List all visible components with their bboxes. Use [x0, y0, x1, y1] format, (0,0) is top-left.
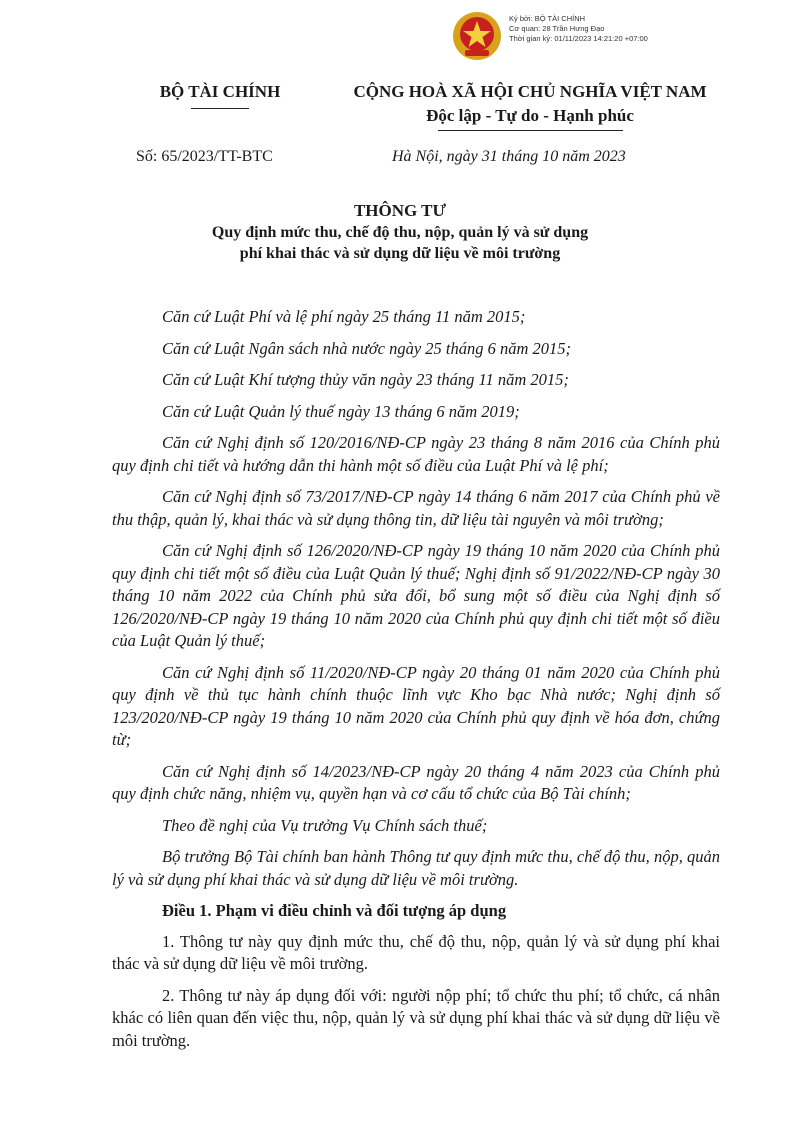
legal-basis: Căn cứ Nghị định số 14/2023/NĐ-CP ngày 20 tháng 4 năm 2023 của Chính phủ quy định chức năng, nhiệm vụ, quyền hạn và cơ cấu tổ chức của Bộ Tài chính; [112, 761, 720, 803]
article-1-clause-2: 2. Thông tư này áp dụng đối với: người nộp phí; tổ chức thu phí; tổ chức, cá nhân khác có liên quan đến việc thu, nộp, quản lý và sử dụng phí khai thác và sử dụng dữ liệu về môi trường. [112, 985, 720, 1050]
proposal-basis: Theo đề nghị của Vụ trưởng Vụ Chính sách thuế; [162, 815, 488, 835]
legal-basis: Căn cứ Nghị định số 126/2020/NĐ-CP ngày 19 tháng 10 năm 2020 của Chính phủ quy định chi tiết một số điều của Luật Quản lý thuế; Nghị định số 91/2022/NĐ-CP ngày 30 tháng 10 năm 2022 của Chính phủ sửa đổi, bổ sung một số điều của Nghị định số 126/2020/NĐ-CP ngày 19 tháng 10 năm 2020 của Chính phủ quy định chi tiết một số điều của Luật Quản lý thuế; [112, 541, 720, 650]
signature-info [509, 14, 648, 44]
issuing-organization: BỘ TÀI CHÍNH [159, 82, 281, 101]
document-type: THÔNG TƯ [353, 201, 447, 220]
place-and-date: Hà Nội, ngày 31 tháng 10 năm 2023 [392, 148, 626, 165]
motto-underline [438, 130, 623, 131]
title-line-1: Quy định mức thu, chế độ thu, nộp, quản lý và sử dụng [211, 224, 589, 241]
signature-signer: Ký bởi: BỘ TÀI CHÍNH [509, 14, 586, 23]
legal-basis: Căn cứ Nghị định số 11/2020/NĐ-CP ngày 20 tháng 01 năm 2020 của Chính phủ quy định về thủ tục hành chính thuộc lĩnh vực Kho bạc Nhà nước; Nghị định số 123/2020/NĐ-CP ngày 19 tháng 10 năm 2020 của Chính phủ quy định về hóa đơn, chứng từ; [112, 662, 720, 749]
legal-basis: Căn cứ Nghị định số 120/2016/NĐ-CP ngày 23 tháng 8 năm 2016 của Chính phủ quy định chi tiết và hướng dẫn thi hành một số điều của Luật Phí và lệ phí; [112, 433, 720, 475]
issuer-block [120, 82, 320, 109]
signature-agency: Cơ quan: 28 Trần Hưng Đạo [509, 24, 605, 33]
title-line-2: phí khai thác và sử dụng dữ liệu về môi trường [239, 245, 561, 262]
nation-name: CỘNG HOÀ XÃ HỘI CHỦ NGHĨA VIỆT NAM [353, 82, 707, 101]
legal-basis: Căn cứ Luật Ngân sách nhà nước ngày 25 tháng 6 năm 2015; [162, 338, 572, 358]
legal-basis: Căn cứ Luật Phí và lệ phí ngày 25 tháng 11 năm 2015; [162, 307, 526, 326]
document-body [112, 306, 720, 1061]
national-emblem-icon [451, 10, 503, 62]
document-number: Số: 65/2023/TT-BTC [136, 148, 273, 165]
promulgation-statement: Bộ trưởng Bộ Tài chính ban hành Thông tư quy định mức thu, chế độ thu, nộp, quản lý và sử dụng phí khai thác và sử dụng dữ liệu về môi trường. [112, 847, 720, 889]
document-title [100, 200, 700, 264]
legal-basis: Căn cứ Nghị định số 73/2017/NĐ-CP ngày 14 tháng 6 năm 2017 của Chính phủ về thu thập, quản lý, khai thác và sử dụng thông tin, dữ liệu tài nguyên và môi trường; [112, 487, 720, 529]
national-header [330, 82, 730, 131]
national-motto: Độc lập - Tự do - Hạnh phúc [426, 106, 634, 125]
article-1-clause-1: 1. Thông tư này quy định mức thu, chế độ thu, nộp, quản lý và sử dụng phí khai thác và sử dụng dữ liệu về môi trường. [112, 931, 720, 973]
legal-basis: Căn cứ Luật Quản lý thuế ngày 13 tháng 6 năm 2019; [162, 401, 520, 421]
signature-time: Thời gian ký: 01/11/2023 14:21:20 +07:00 [509, 34, 648, 43]
issuer-underline [191, 108, 249, 109]
legal-basis: Căn cứ Luật Khí tượng thủy văn ngày 23 tháng 11 năm 2015; [162, 370, 569, 389]
article-1-heading: Điều 1. Phạm vi điều chỉnh và đối tượng áp dụng [162, 901, 507, 920]
digital-signature-stamp [451, 6, 751, 66]
